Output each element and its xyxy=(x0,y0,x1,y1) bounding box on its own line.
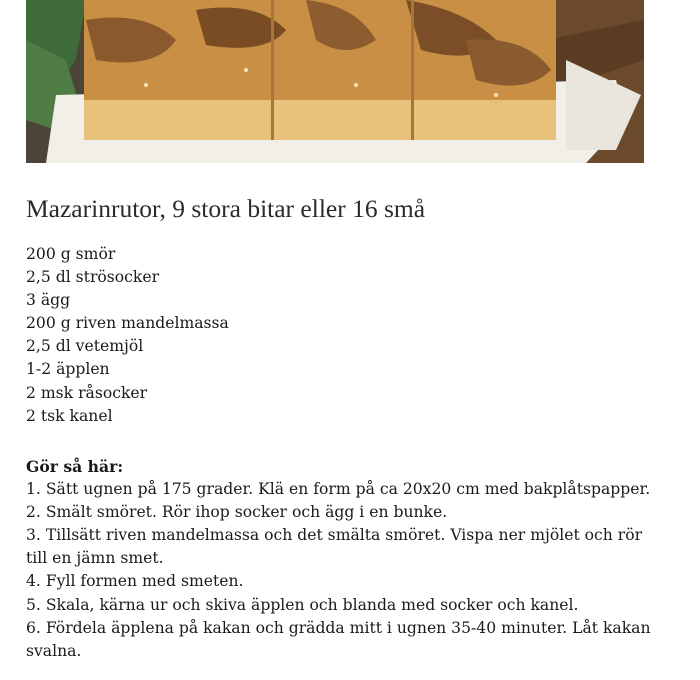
ingredient-item: 2,5 dl strösocker xyxy=(26,268,160,287)
step-item: 2. Smält smöret. Rör ihop socker och ägg i en bunke. xyxy=(26,503,448,522)
cake-photo-illustration xyxy=(26,0,644,163)
method-section xyxy=(26,455,666,663)
step-item: 4. Fyll formen med smeten. xyxy=(26,572,244,591)
ingredient-item: 1-2 äpplen xyxy=(26,360,110,379)
ingredient-item: 200 g riven mandelmassa xyxy=(26,314,229,333)
ingredient-item: 3 ägg xyxy=(26,291,71,310)
step-item: 6. Fördela äpplena på kakan och grädda mitt i ugnen 35-40 minuter. Låt kakan svalna. xyxy=(26,618,651,660)
step-item: 3. Tillsätt riven mandelmassa och det smälta smöret. Vispa ner mjölet och rör till en jämn smet. xyxy=(26,526,643,568)
method-heading: Gör så här: xyxy=(26,457,124,476)
recipe-photo xyxy=(26,0,644,163)
step-list xyxy=(26,478,666,663)
ingredient-item: 2 tsk kanel xyxy=(26,406,113,425)
recipe-title: Mazarinrutor, 9 stora bitar eller 16 små xyxy=(26,194,426,223)
step-item: 5. Skala, kärna ur och skiva äpplen och blanda med socker och kanel. xyxy=(26,595,579,614)
ingredient-item: 2,5 dl vetemjöl xyxy=(26,337,144,356)
ingredient-list xyxy=(26,243,229,428)
step-item: 1. Sätt ugnen på 175 grader. Klä en form på ca 20x20 cm med bakplåtspapper. xyxy=(26,480,651,499)
ingredient-item: 200 g smör xyxy=(26,245,116,263)
ingredient-item: 2 msk råsocker xyxy=(26,383,148,402)
